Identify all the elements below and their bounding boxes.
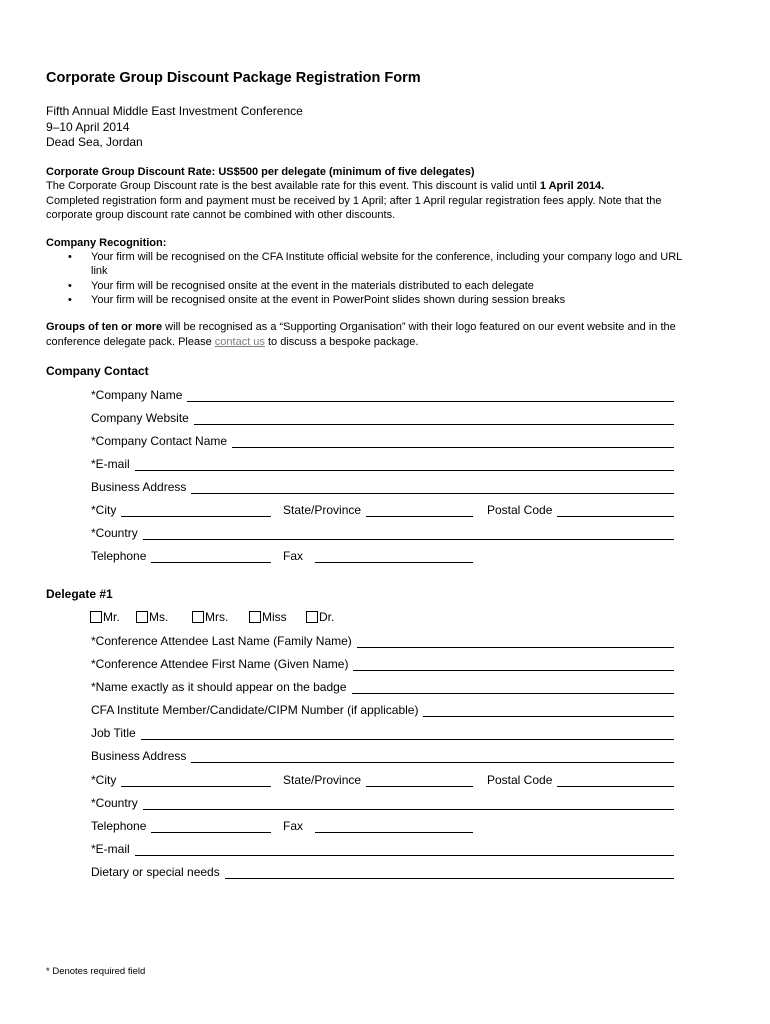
company-city-field[interactable] <box>121 504 271 517</box>
company-city-label: *City <box>91 503 117 517</box>
form-title: Corporate Group Discount Package Registration Form <box>46 70 421 86</box>
checkbox-ms[interactable] <box>136 611 148 623</box>
delegate-postal-row <box>487 771 674 787</box>
title-option-ms[interactable] <box>136 610 168 624</box>
company-postal-label: Postal Code <box>487 503 553 517</box>
delegate-city-label: *City <box>91 773 117 787</box>
company-website-label: Company Website <box>91 411 189 425</box>
rate-deadline: 1 April 2014. <box>539 180 605 192</box>
rate-line-2: Completed registration form and payment must be received by 1 April; after 1 April regular registration fees apply. Note that the <box>46 195 662 207</box>
company-telephone-row <box>91 547 271 563</box>
delegate-fax-row <box>283 817 473 833</box>
company-email-field[interactable] <box>135 458 674 471</box>
rate-heading: Corporate Group Discount Rate: US$500 per delegate (minimum of five delegates) <box>46 166 475 178</box>
company-postal-field[interactable] <box>557 504 674 517</box>
groups-line-2 <box>46 335 418 350</box>
conference-location: Dead Sea, Jordan <box>46 135 143 149</box>
conference-info <box>46 104 303 151</box>
delegate-heading: Delegate #1 <box>46 587 113 601</box>
title-option-mr[interactable] <box>90 610 120 624</box>
title-option-dr[interactable] <box>306 610 334 624</box>
contact-name-label: *Company Contact Name <box>91 434 228 448</box>
title-ms-label: Ms. <box>149 610 169 624</box>
member-number-field[interactable] <box>423 704 674 717</box>
company-telephone-label: Telephone <box>91 549 147 563</box>
recognition-item-text: Your firm will be recognised onsite at the event in PowerPoint slides shown during session breaks <box>91 293 566 306</box>
company-country-field[interactable] <box>143 527 674 540</box>
company-name-label: *Company Name <box>91 388 183 402</box>
delegate-telephone-field[interactable] <box>151 820 271 833</box>
badge-name-field[interactable] <box>352 681 675 694</box>
delegate-address-field[interactable] <box>191 750 674 763</box>
delegate-city-field[interactable] <box>121 774 271 787</box>
delegate-country-field[interactable] <box>143 797 674 810</box>
rate-line-1 <box>46 179 604 194</box>
delegate-postal-field[interactable] <box>557 774 674 787</box>
first-name-label: *Conference Attendee First Name (Given Name) <box>91 657 349 671</box>
dietary-field[interactable] <box>225 866 674 879</box>
recognition-item-text: Your firm will be recognised on the CFA Institute official website for the conference, including your company logo and URL link <box>91 251 682 278</box>
delegate-telephone-label: Telephone <box>91 819 147 833</box>
last-name-label: *Conference Attendee Last Name (Family Name) <box>91 634 352 648</box>
last-name-field[interactable] <box>357 635 674 648</box>
job-title-field[interactable] <box>141 727 674 740</box>
title-miss-label: Miss <box>262 610 287 624</box>
checkbox-mrs[interactable] <box>192 611 204 623</box>
recognition-list <box>46 250 691 307</box>
member-number-row <box>91 701 674 717</box>
company-state-label: State/Province <box>283 503 362 517</box>
title-option-mrs[interactable] <box>192 610 228 624</box>
delegate-email-label: *E-mail <box>91 842 130 856</box>
company-address-field[interactable] <box>191 481 674 494</box>
badge-name-label: *Name exactly as it should appear on the badge <box>91 680 347 694</box>
title-mrs-label: Mrs. <box>205 610 229 624</box>
recognition-item: • Your firm will be recognised onsite at the event in the materials distributed to each delegate <box>68 279 534 292</box>
contact-name-row <box>91 432 674 448</box>
conference-dates: 9–10 April 2014 <box>46 119 130 134</box>
company-state-row <box>283 501 473 517</box>
company-email-label: *E-mail <box>91 457 130 471</box>
company-fax-field[interactable] <box>315 550 473 563</box>
company-address-row <box>91 478 674 494</box>
company-fax-row <box>283 547 473 563</box>
company-website-field[interactable] <box>194 412 674 425</box>
job-title-label: Job Title <box>91 726 136 740</box>
company-name-row <box>91 386 674 402</box>
title-dr-label: Dr. <box>319 610 335 624</box>
groups-bold: Groups of ten or more <box>46 321 163 333</box>
rate-line-3: corporate group discount rate cannot be combined with other discounts. <box>46 209 396 221</box>
checkbox-miss[interactable] <box>249 611 261 623</box>
groups-text-2: conference delegate pack. Please <box>46 336 215 348</box>
first-name-field[interactable] <box>353 658 674 671</box>
delegate-telephone-row <box>91 817 271 833</box>
company-telephone-field[interactable] <box>151 550 271 563</box>
checkbox-mr[interactable] <box>90 611 102 623</box>
recognition-heading: Company Recognition: <box>46 237 167 249</box>
delegate-city-row <box>91 771 271 787</box>
badge-name-row <box>91 678 674 694</box>
dietary-label: Dietary or special needs <box>91 865 220 879</box>
company-city-row <box>91 501 271 517</box>
company-country-row <box>91 524 674 540</box>
title-mr-label: Mr. <box>103 610 120 624</box>
delegate-country-label: *Country <box>91 796 138 810</box>
contact-us-link[interactable]: contact us <box>214 336 265 348</box>
company-email-row <box>91 455 674 471</box>
title-option-miss[interactable] <box>249 610 287 624</box>
company-state-field[interactable] <box>366 504 473 517</box>
company-name-field[interactable] <box>187 389 674 402</box>
delegate-postal-label: Postal Code <box>487 773 553 787</box>
groups-text-1: will be recognised as a “Supporting Organisation” with their logo featured on our event website and in the <box>162 321 676 333</box>
delegate-address-row <box>91 747 674 763</box>
recognition-item-text: Your firm will be recognised onsite at the event in the materials distributed to each delegate <box>91 279 534 292</box>
job-title-row <box>91 724 674 740</box>
delegate-state-field[interactable] <box>366 774 473 787</box>
delegate-address-label: Business Address <box>91 749 187 763</box>
delegate-email-field[interactable] <box>135 843 674 856</box>
delegate-fax-label: Fax <box>283 819 304 833</box>
recognition-item: • Your firm will be recognised on the CFA Institute official website for the conference, including your company logo and URL link <box>68 251 682 278</box>
recognition-item: • Your firm will be recognised onsite at the event in PowerPoint slides shown during session breaks <box>68 293 566 306</box>
delegate-email-row <box>91 840 674 856</box>
company-contact-heading: Company Contact <box>46 364 149 378</box>
groups-line-1 <box>46 320 676 335</box>
dietary-row <box>91 863 674 879</box>
company-fax-label: Fax <box>283 549 304 563</box>
conference-name: Fifth Annual Middle East Investment Conference <box>46 104 303 118</box>
required-field-note: * Denotes required field <box>46 966 146 977</box>
member-number-label: CFA Institute Member/Candidate/CIPM Number (if applicable) <box>91 703 419 717</box>
company-country-label: *Country <box>91 526 138 540</box>
delegate-fax-field[interactable] <box>315 820 473 833</box>
delegate-state-row <box>283 771 473 787</box>
company-address-label: Business Address <box>91 480 187 494</box>
last-name-row <box>91 632 674 648</box>
rate-line-1-text: The Corporate Group Discount rate is the best available rate for this event. This discount is valid until <box>46 180 540 192</box>
delegate-country-row <box>91 794 674 810</box>
groups-text-3: to discuss a bespoke package. <box>264 336 419 348</box>
contact-name-field[interactable] <box>232 435 674 448</box>
company-postal-row <box>487 501 674 517</box>
first-name-row <box>91 655 674 671</box>
checkbox-dr[interactable] <box>306 611 318 623</box>
delegate-state-label: State/Province <box>283 773 362 787</box>
company-website-row <box>91 409 674 425</box>
